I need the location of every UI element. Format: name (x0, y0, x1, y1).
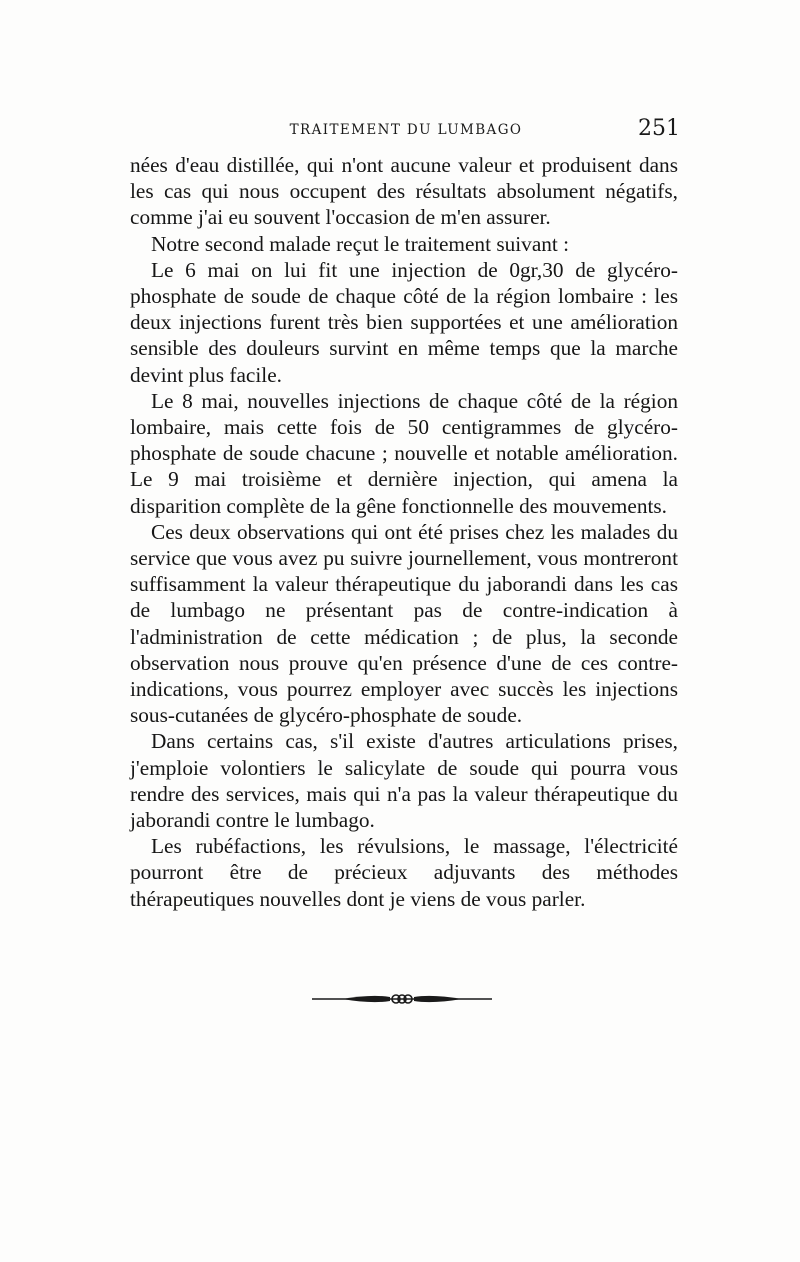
paragraph-second-patient: Notre second malade reçut le traitement suivant : (151, 231, 570, 256)
paragraph-may-8: Le 8 mai, nouvelles injections de chaque côté de la région lombaire, mais cette fois de 50 centigrammes de glycéro-phosphate de soude chacune ; nouvelle et notable amélioration. Le 9 mai troisième et dernière injection, qui amena la disparition complète de la gêne fonctionnelle des mouvements. (130, 388, 678, 518)
tailpiece-ornament-icon (312, 988, 492, 1010)
paragraph-continuation: nées d'eau distillée, qui n'ont aucune valeur et produisent dans les cas qui nous occupent des résultats absolument négatifs, comme j'ai eu souvent l'occasion de m'en assurer. (130, 153, 678, 230)
page-number: 251 (638, 116, 680, 141)
body-text (130, 152, 678, 912)
paragraph-may-6: Le 6 mai on lui fit une injection de 0gr,30 de glycéro-phosphate de soude de chaque côté de la région lombaire : les deux injections furent très bien supportées et une amélioration sensible des douleurs survint en même temps que la marche devint plus facile. (130, 257, 678, 387)
running-title: TRAITEMENT DU LUMBAGO (289, 122, 523, 138)
paragraph-observations: Ces deux observations qui ont été prises chez les malades du service que vous avez pu suivre journellement, vous montreront suffisamment la valeur thérapeutique du jaborandi dans les cas de lumbago ne présentant pas de contre-indication à l'administration de cette médication ; de plus, la seconde observation nous prouve qu'en présence d'une de ces contre-indications, vous pourrez employer avec succès les injections sous-cutanées de glycéro-phosphate de soude. (130, 519, 678, 728)
running-head (132, 116, 680, 146)
paragraph-salicylate: Dans certains cas, s'il existe d'autres articulations prises, j'emploie volontiers le salicylate de soude qui pourra vous rendre des services, mais qui n'a pas la valeur thérapeutique du jaborandi contre le lumbago. (130, 729, 678, 833)
paragraph-adjuvants: Les rubéfactions, les révulsions, le massage, l'électricité pourront être de précieux adjuvants des méthodes thérapeutiques nouvelles dont je viens de vous parler. (130, 834, 678, 911)
